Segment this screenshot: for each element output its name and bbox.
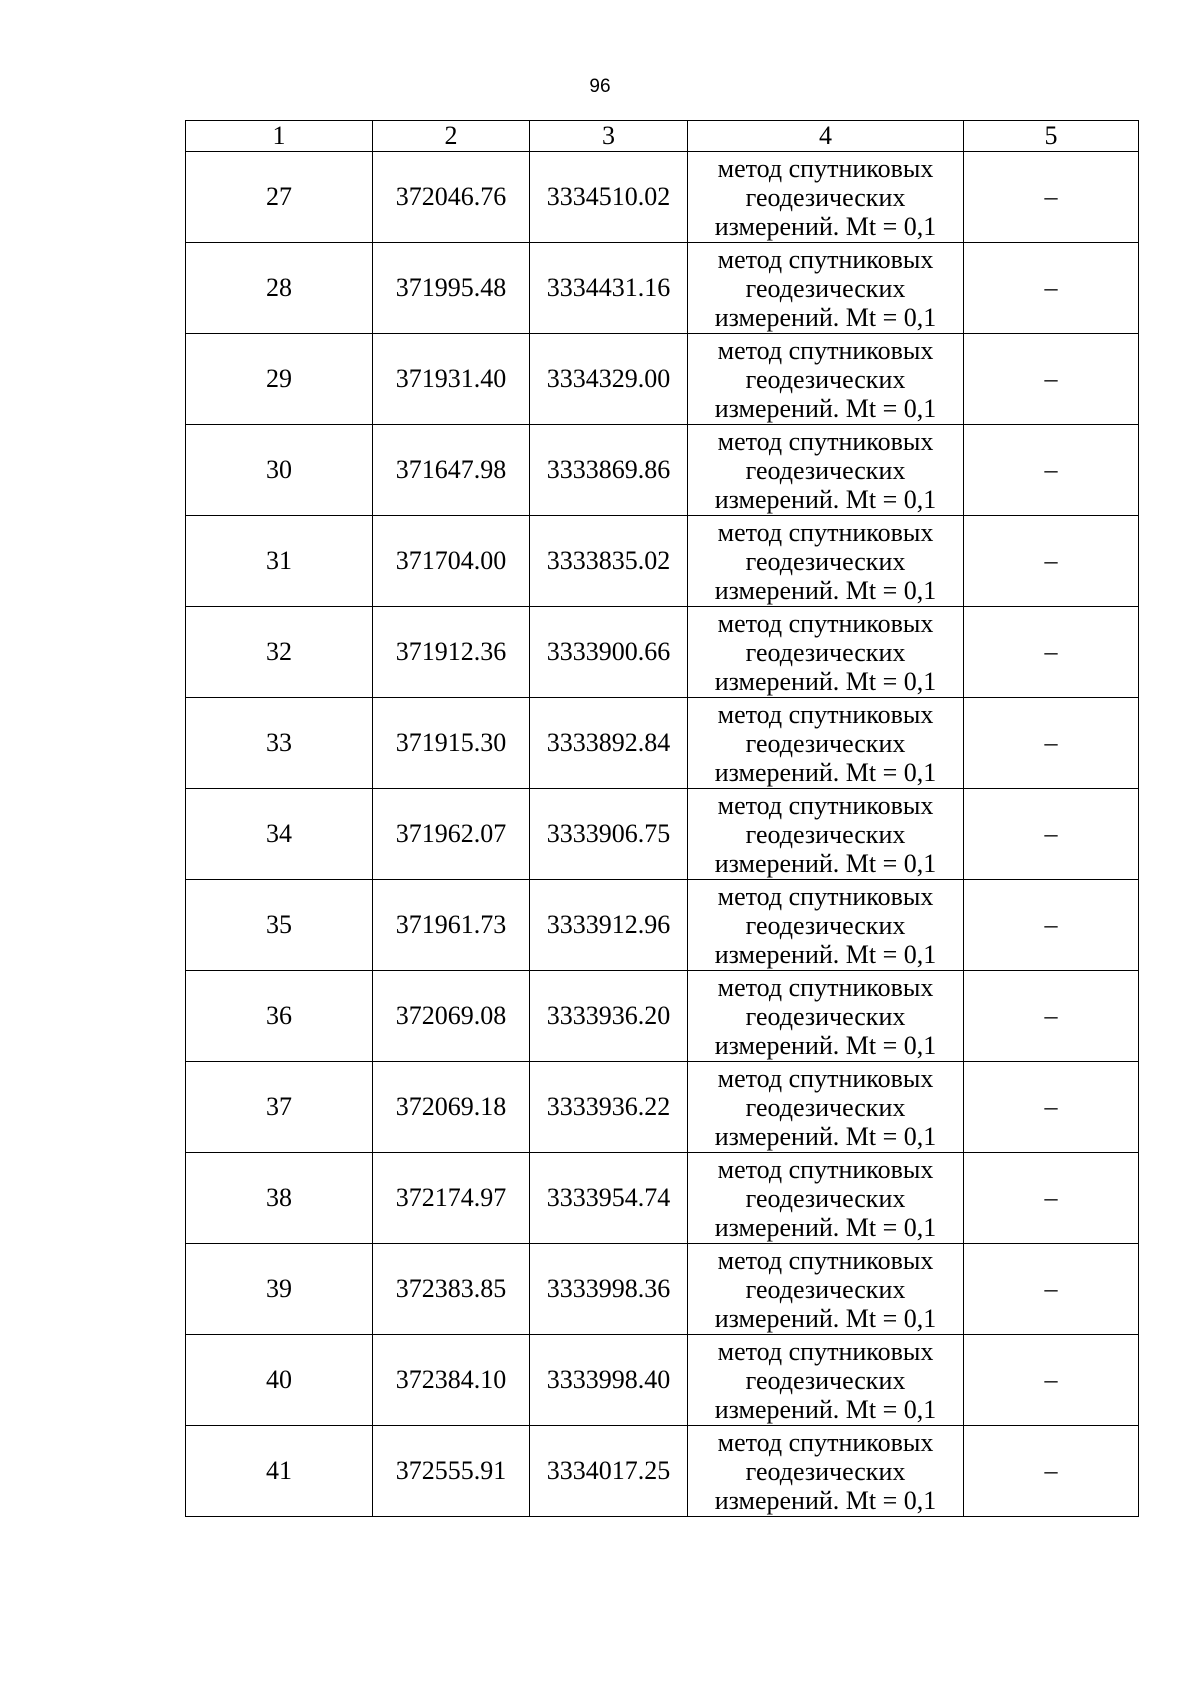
x-coordinate-cell: 371931.40 (373, 334, 530, 425)
method-cell (688, 1335, 964, 1426)
x-coordinate-cell: 371961.73 (373, 880, 530, 971)
method-line: геодезических (745, 1001, 906, 1031)
note-cell: – (964, 425, 1139, 516)
method-line: геодезических (745, 1274, 906, 1304)
note-cell: – (964, 1062, 1139, 1153)
point-number-cell: 41 (186, 1426, 373, 1517)
table-row (186, 1335, 1139, 1426)
table-row (186, 880, 1139, 971)
method-cell (688, 1062, 964, 1153)
note-cell: – (964, 1426, 1139, 1517)
note-cell: – (964, 880, 1139, 971)
point-number-cell: 33 (186, 698, 373, 789)
x-coordinate-cell: 371704.00 (373, 516, 530, 607)
table-row (186, 152, 1139, 243)
column-header-2: 2 (373, 121, 530, 152)
x-coordinate-cell: 372555.91 (373, 1426, 530, 1517)
note-cell: – (964, 243, 1139, 334)
point-number-cell: 38 (186, 1153, 373, 1244)
method-cell (688, 425, 964, 516)
method-line: геодезических (745, 273, 906, 303)
x-coordinate-cell: 372069.08 (373, 971, 530, 1062)
method-line: метод спутниковых (717, 244, 934, 274)
point-number-cell: 27 (186, 152, 373, 243)
y-coordinate-cell: 3333954.74 (530, 1153, 688, 1244)
method-line: метод спутниковых (717, 426, 934, 456)
note-cell: – (964, 334, 1139, 425)
table-row (186, 425, 1139, 516)
note-cell: – (964, 1244, 1139, 1335)
column-header-4: 4 (688, 121, 964, 152)
table-row (186, 789, 1139, 880)
table-row (186, 334, 1139, 425)
method-line: измерений. Mt = 0,1 (714, 1303, 937, 1333)
method-line: измерений. Mt = 0,1 (714, 757, 937, 787)
method-line: метод спутниковых (717, 1427, 934, 1457)
x-coordinate-cell: 371995.48 (373, 243, 530, 334)
method-line: измерений. Mt = 0,1 (714, 1212, 937, 1242)
x-coordinate-cell: 372046.76 (373, 152, 530, 243)
method-cell (688, 243, 964, 334)
table-body (186, 152, 1139, 1517)
y-coordinate-cell: 3333906.75 (530, 789, 688, 880)
column-header-3: 3 (530, 121, 688, 152)
x-coordinate-cell: 372174.97 (373, 1153, 530, 1244)
method-line: метод спутниковых (717, 1245, 934, 1275)
method-cell (688, 1426, 964, 1517)
method-cell (688, 334, 964, 425)
y-coordinate-cell: 3333998.36 (530, 1244, 688, 1335)
method-cell (688, 516, 964, 607)
method-line: измерений. Mt = 0,1 (714, 1121, 937, 1151)
point-number-cell: 30 (186, 425, 373, 516)
y-coordinate-cell: 3333936.20 (530, 971, 688, 1062)
method-line: геодезических (745, 910, 906, 940)
note-cell: – (964, 1153, 1139, 1244)
method-line: измерений. Mt = 0,1 (714, 211, 937, 241)
method-cell (688, 1244, 964, 1335)
method-line: измерений. Mt = 0,1 (714, 393, 937, 423)
method-line: метод спутниковых (717, 881, 934, 911)
method-line: измерений. Mt = 0,1 (714, 666, 937, 696)
method-line: метод спутниковых (717, 1154, 934, 1184)
method-line: геодезических (745, 1092, 906, 1122)
note-cell: – (964, 516, 1139, 607)
method-cell (688, 789, 964, 880)
method-line: измерений. Mt = 0,1 (714, 302, 937, 332)
note-cell: – (964, 971, 1139, 1062)
method-line: геодезических (745, 1183, 906, 1213)
method-cell (688, 698, 964, 789)
x-coordinate-cell: 371915.30 (373, 698, 530, 789)
table-row (186, 516, 1139, 607)
method-line: метод спутниковых (717, 1336, 934, 1366)
method-line: метод спутниковых (717, 517, 934, 547)
table-row (186, 1244, 1139, 1335)
x-coordinate-cell: 371962.07 (373, 789, 530, 880)
x-coordinate-cell: 372383.85 (373, 1244, 530, 1335)
point-number-cell: 32 (186, 607, 373, 698)
y-coordinate-cell: 3333998.40 (530, 1335, 688, 1426)
method-cell (688, 880, 964, 971)
method-line: геодезических (745, 182, 906, 212)
point-number-cell: 29 (186, 334, 373, 425)
method-line: геодезических (745, 364, 906, 394)
method-line: метод спутниковых (717, 699, 934, 729)
point-number-cell: 37 (186, 1062, 373, 1153)
y-coordinate-cell: 3334510.02 (530, 152, 688, 243)
method-line: измерений. Mt = 0,1 (714, 575, 937, 605)
method-line: измерений. Mt = 0,1 (714, 848, 937, 878)
point-number-cell: 28 (186, 243, 373, 334)
y-coordinate-cell: 3333912.96 (530, 880, 688, 971)
method-line: измерений. Mt = 0,1 (714, 484, 937, 514)
point-number-cell: 36 (186, 971, 373, 1062)
method-cell (688, 607, 964, 698)
method-cell (688, 971, 964, 1062)
note-cell: – (964, 607, 1139, 698)
y-coordinate-cell: 3334017.25 (530, 1426, 688, 1517)
note-cell: – (964, 789, 1139, 880)
method-line: измерений. Mt = 0,1 (714, 1394, 937, 1424)
point-number-cell: 40 (186, 1335, 373, 1426)
y-coordinate-cell: 3333869.86 (530, 425, 688, 516)
point-number-cell: 31 (186, 516, 373, 607)
method-line: геодезических (745, 1365, 906, 1395)
y-coordinate-cell: 3334431.16 (530, 243, 688, 334)
table-row (186, 1426, 1139, 1517)
method-line: метод спутниковых (717, 153, 934, 183)
method-line: метод спутниковых (717, 972, 934, 1002)
note-cell: – (964, 698, 1139, 789)
method-line: геодезических (745, 728, 906, 758)
method-line: измерений. Mt = 0,1 (714, 1030, 937, 1060)
note-cell: – (964, 1335, 1139, 1426)
method-cell (688, 1153, 964, 1244)
y-coordinate-cell: 3333892.84 (530, 698, 688, 789)
method-line: метод спутниковых (717, 335, 934, 365)
table-row (186, 698, 1139, 789)
method-line: геодезических (745, 1456, 906, 1486)
y-coordinate-cell: 3333835.02 (530, 516, 688, 607)
point-number-cell: 35 (186, 880, 373, 971)
table-row (186, 971, 1139, 1062)
method-line: метод спутниковых (717, 790, 934, 820)
method-line: геодезических (745, 455, 906, 485)
table-header-row (186, 121, 1139, 152)
x-coordinate-cell: 372069.18 (373, 1062, 530, 1153)
column-header-5: 5 (964, 121, 1139, 152)
x-coordinate-cell: 371912.36 (373, 607, 530, 698)
method-line: геодезических (745, 546, 906, 576)
table-row (186, 607, 1139, 698)
y-coordinate-cell: 3333936.22 (530, 1062, 688, 1153)
table-row (186, 1062, 1139, 1153)
method-line: метод спутниковых (717, 1063, 934, 1093)
x-coordinate-cell: 372384.10 (373, 1335, 530, 1426)
table-row (186, 1153, 1139, 1244)
point-number-cell: 34 (186, 789, 373, 880)
page-number: 96 (589, 76, 611, 97)
table-row (186, 243, 1139, 334)
column-header-1: 1 (186, 121, 373, 152)
method-cell (688, 152, 964, 243)
point-number-cell: 39 (186, 1244, 373, 1335)
method-line: геодезических (745, 819, 906, 849)
note-cell: – (964, 152, 1139, 243)
method-line: геодезических (745, 637, 906, 667)
y-coordinate-cell: 3334329.00 (530, 334, 688, 425)
method-line: измерений. Mt = 0,1 (714, 1485, 937, 1515)
coordinates-table (185, 120, 1139, 1517)
y-coordinate-cell: 3333900.66 (530, 607, 688, 698)
method-line: измерений. Mt = 0,1 (714, 939, 937, 969)
method-line: метод спутниковых (717, 608, 934, 638)
x-coordinate-cell: 371647.98 (373, 425, 530, 516)
